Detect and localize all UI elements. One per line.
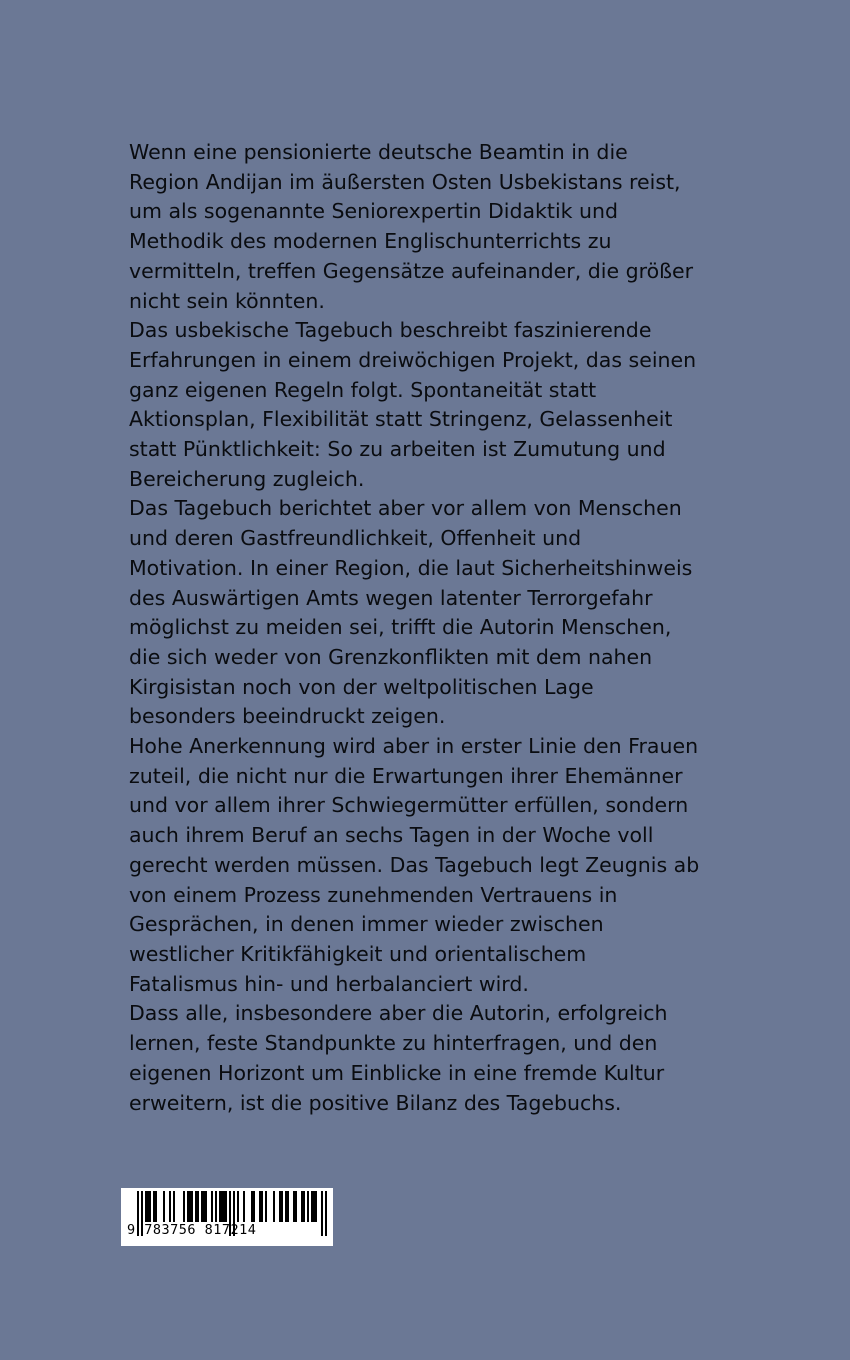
blurb-line: auch ihrem Beruf an sechs Tagen in der Woche voll bbox=[129, 823, 654, 848]
barcode-bar bbox=[295, 1191, 297, 1222]
barcode-bar bbox=[225, 1191, 227, 1222]
barcode-bar bbox=[303, 1191, 305, 1222]
barcode-bar bbox=[187, 1191, 189, 1222]
barcode-bar bbox=[223, 1191, 225, 1222]
blurb-line: eigenen Horizont um Einblicke in eine fremde Kultur bbox=[129, 1060, 665, 1085]
barcode-bar bbox=[197, 1191, 199, 1222]
blurb-line: möglichst zu meiden sei, trifft die Autorin Menschen, bbox=[129, 615, 672, 640]
barcode-bar bbox=[147, 1191, 149, 1222]
blurb-line: Das Tagebuch berichtet aber vor allem von Menschen bbox=[129, 496, 682, 521]
blurb-line: statt Pünktlichkeit: So zu arbeiten ist Zumutung und bbox=[129, 437, 666, 462]
isbn-barcode bbox=[121, 1188, 333, 1246]
blurb-line: Aktionsplan, Flexibilität statt Stringenz, Gelassenheit bbox=[129, 407, 673, 432]
blurb-line: Wenn eine pensionierte deutsche Beamtin in die bbox=[129, 140, 628, 164]
barcode-bar bbox=[195, 1191, 197, 1222]
barcode-bar bbox=[163, 1191, 165, 1222]
barcode-bar bbox=[183, 1191, 185, 1222]
barcode-bar bbox=[149, 1191, 151, 1222]
blurb-line: Hohe Anerkennung wird aber in erster Linie den Frauen bbox=[129, 734, 699, 759]
blurb-line: Kirgisistan noch von der weltpolitischen Lage bbox=[129, 674, 594, 699]
blurb-line: Dass alle, insbesondere aber die Autorin, erfolgreich bbox=[129, 1001, 668, 1026]
blurb-line: Bereicherung zugleich. bbox=[129, 466, 365, 491]
barcode-bar bbox=[243, 1191, 245, 1222]
isbn-digits: 9 783756 817214 bbox=[127, 1222, 257, 1238]
blurb-line: gerecht werden müssen. Das Tagebuch legt Zeugnis ab bbox=[129, 852, 700, 877]
blurb-line: erweitern, ist die positive Bilanz des Tagebuchs. bbox=[129, 1090, 622, 1115]
barcode-bar bbox=[325, 1191, 327, 1236]
barcode-bar bbox=[191, 1191, 193, 1222]
barcode-bar bbox=[261, 1191, 263, 1222]
blurb-line: Motivation. In einer Region, die laut Sicherheitshinweis bbox=[129, 555, 693, 580]
barcode-bar bbox=[321, 1191, 323, 1236]
barcode-bar bbox=[307, 1191, 309, 1222]
barcode-bar bbox=[313, 1191, 315, 1222]
blurb-line: ganz eigenen Regeln folgt. Spontaneität statt bbox=[129, 377, 597, 402]
barcode-bar bbox=[287, 1191, 289, 1222]
blurb-line: Methodik des modernen Englischunterrichts zu bbox=[129, 229, 612, 254]
barcode-bar bbox=[169, 1191, 171, 1222]
blurb-line: besonders beeindruckt zeigen. bbox=[129, 704, 446, 729]
barcode-bar bbox=[253, 1191, 255, 1222]
blurb-line: westlicher Kritikfähigkeit und orientalischem bbox=[129, 941, 587, 966]
barcode-bar bbox=[315, 1191, 317, 1222]
barcode-bar bbox=[203, 1191, 205, 1222]
barcode-bar bbox=[301, 1191, 303, 1222]
barcode-bar bbox=[281, 1191, 283, 1222]
barcode-bar bbox=[211, 1191, 213, 1222]
barcode-bar bbox=[311, 1191, 313, 1222]
blurb-line: vermitteln, treffen Gegensätze aufeinander, die größer bbox=[129, 258, 694, 283]
blurb-line: des Auswärtigen Amts wegen latenter Terrorgefahr bbox=[129, 585, 653, 610]
blurb-line: Erfahrungen in einem dreiwöchigen Projekt, das seinen bbox=[129, 347, 697, 372]
blurb-line: um als sogenannte Seniorexpertin Didaktik und bbox=[129, 199, 619, 224]
blurb-line: Das usbekische Tagebuch beschreibt faszinierende bbox=[129, 318, 652, 343]
blurb-line: nicht sein könnten. bbox=[129, 288, 325, 313]
barcode-bar bbox=[221, 1191, 223, 1222]
barcode-bar bbox=[215, 1191, 217, 1222]
blurb-line: und vor allem ihrer Schwiegermütter erfüllen, sondern bbox=[129, 793, 689, 818]
barcode-bar bbox=[145, 1191, 147, 1222]
blurb-line: lernen, feste Standpunkte zu hinterfragen, und den bbox=[129, 1031, 658, 1056]
barcode-bar bbox=[201, 1191, 203, 1222]
barcode-bar bbox=[173, 1191, 175, 1222]
blurb-line: Fatalismus hin- und herbalanciert wird. bbox=[129, 971, 529, 996]
barcode-bar bbox=[155, 1191, 157, 1222]
blurb-line: von einem Prozess zunehmenden Vertrauens in bbox=[129, 882, 618, 907]
barcode-bar bbox=[251, 1191, 253, 1222]
blurb-line: die sich weder von Grenzkonflikten mit dem nahen bbox=[129, 644, 653, 669]
barcode-bar bbox=[153, 1191, 155, 1222]
barcode-bar bbox=[219, 1191, 221, 1222]
barcode-bar bbox=[205, 1191, 207, 1222]
barcode-bar bbox=[285, 1191, 287, 1222]
back-cover-blurb bbox=[129, 138, 739, 1118]
blurb-line: Gesprächen, in denen immer wieder zwischen bbox=[129, 912, 604, 937]
barcode-bar bbox=[189, 1191, 191, 1222]
barcode-bar bbox=[237, 1191, 239, 1222]
barcode-bar bbox=[293, 1191, 295, 1222]
blurb-line: und deren Gastfreundlichkeit, Offenheit und bbox=[129, 526, 582, 551]
blurb-line: Region Andijan im äußersten Osten Usbekistans reist, bbox=[129, 169, 681, 194]
barcode-bar bbox=[259, 1191, 261, 1222]
blurb-line: zuteil, die nicht nur die Erwartungen ihrer Ehemänner bbox=[129, 763, 683, 788]
barcode-bar bbox=[273, 1191, 275, 1222]
barcode-bar bbox=[265, 1191, 267, 1222]
barcode-bar bbox=[279, 1191, 281, 1222]
